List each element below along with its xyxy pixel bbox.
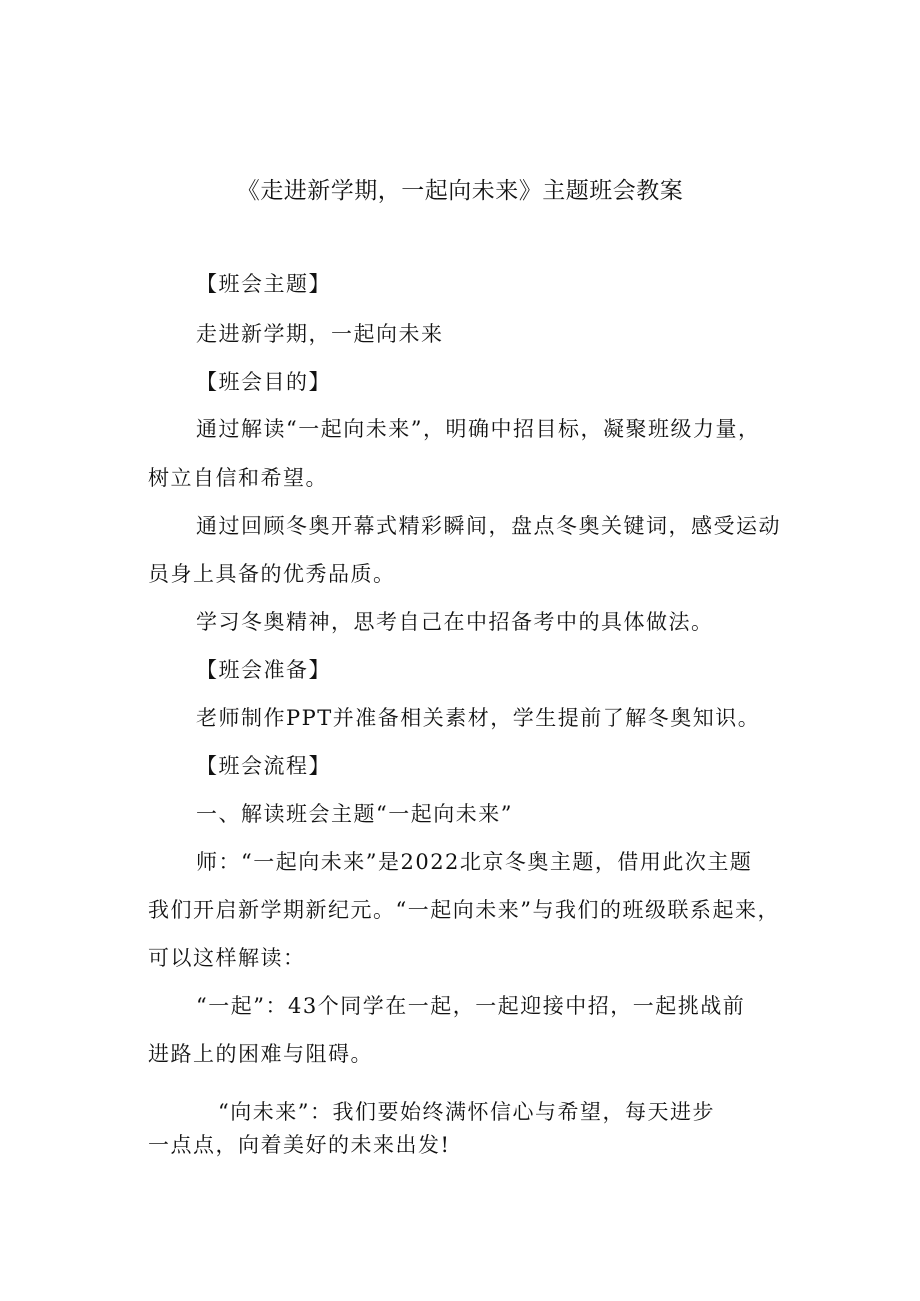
purpose-line-1b: 树立自信和希望。 — [148, 466, 328, 490]
future-line-1: “向未来”：我们要始终满怀信心与希望，每天进步 — [218, 1100, 715, 1124]
teacher-speech-line-3: 可以这样解读： — [148, 946, 306, 970]
teacher-speech-line-2: 我们开启新学期新纪元。“一起向未来”与我们的班级联系起来， — [148, 898, 780, 922]
section-heading-preparation: 【班会准备】 — [196, 658, 331, 682]
future-line-2: 一点点，向着美好的未来出发! — [148, 1133, 451, 1157]
process-step-1-heading: 一、解读班会主题“一起向未来” — [196, 802, 513, 826]
section-heading-theme: 【班会主题】 — [196, 272, 331, 296]
together-line-1: “一起”：43个同学在一起，一起迎接中招，一起挑战前 — [196, 994, 746, 1018]
theme-text: 走进新学期，一起向未来 — [196, 322, 444, 346]
purpose-line-1a: 通过解读“一起向未来”，明确中招目标，凝聚班级力量， — [196, 417, 761, 441]
preparation-text: 老师制作PPT并准备相关素材，学生提前了解冬奥知识。 — [196, 706, 761, 730]
purpose-line-2a: 通过回顾冬奥开幕式精彩瞬间，盘点冬奥关键词，感受运动 — [196, 514, 781, 538]
purpose-line-2b: 员身上具备的优秀品质。 — [148, 562, 396, 586]
section-heading-process: 【班会流程】 — [196, 754, 331, 778]
document-title: 《走进新学期，一起向未来》主题班会教案 — [236, 178, 684, 204]
section-heading-purpose: 【班会目的】 — [196, 370, 331, 394]
purpose-line-3: 学习冬奥精神，思考自己在中招备考中的具体做法。 — [196, 610, 714, 634]
teacher-speech-line-1: 师：“一起向未来”是2022北京冬奥主题，借用此次主题 — [196, 850, 753, 874]
together-line-2: 进路上的困难与阻碍。 — [148, 1042, 373, 1066]
